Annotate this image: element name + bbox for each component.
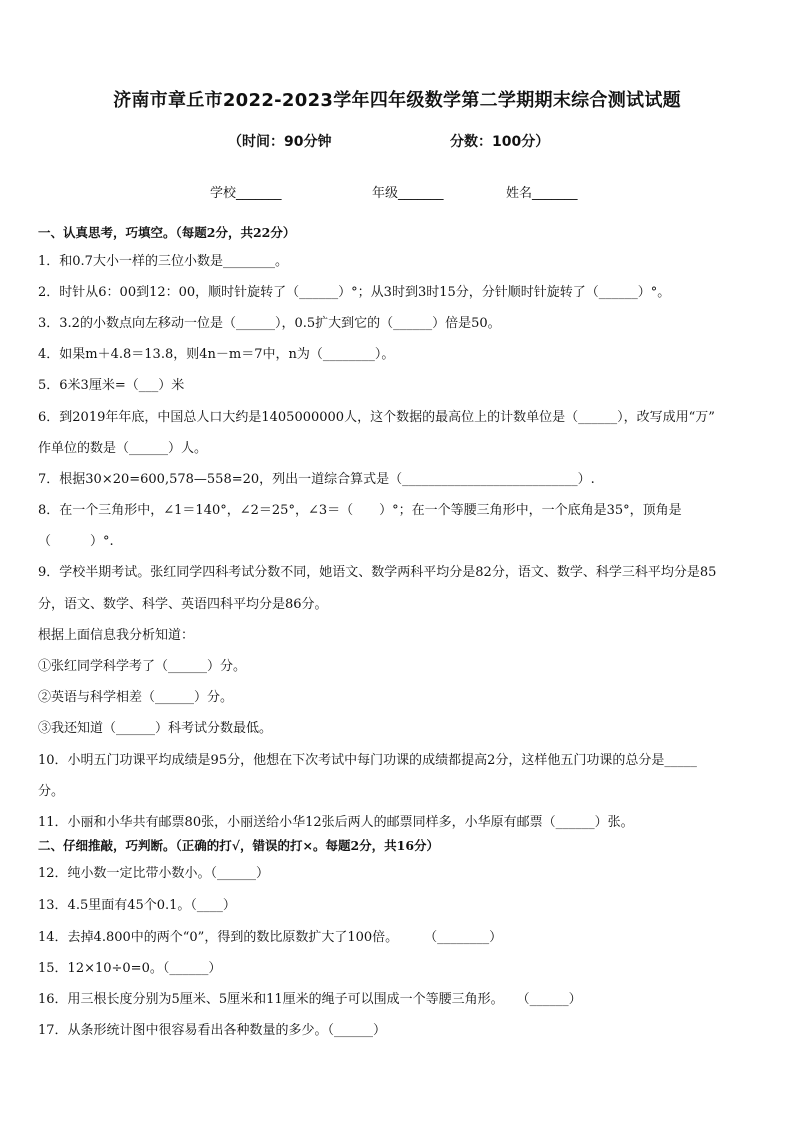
question-9-item-2: ②英语与科学相差（______）分。 <box>38 690 234 705</box>
question-16: 16．用三根长度分别为5厘米、5厘米和11厘米的绳子可以围成一个等腰三角形。 （______） <box>38 992 582 1007</box>
question-10-line-2: 分。 <box>38 784 65 799</box>
question-17: 17．从条形统计图中很容易看出各种数量的多少。（______） <box>38 1023 387 1038</box>
section-1-heading: 一、认真思考，巧填空。（每题2分，共22分） <box>38 225 296 240</box>
question-3: 3．3.2的小数点向左移动一位是（______），0.5扩大到它的（______）倍是50。 <box>38 316 501 331</box>
question-14: 14．去掉4.800中的两个“0”，得到的数比原数扩大了100倍。 （________） <box>38 930 503 945</box>
question-4: 4．如果m＋4.8＝13.8，则4n－m＝7中，n为（________）。 <box>38 347 395 362</box>
question-6-line-1: 6．到2019年年底，中国总人口大约是1405000000人，这个数据的最高位上的计数单位是（______），改写成用“万” <box>38 410 715 425</box>
exam-title: 济南市章丘市2022-2023学年四年级数学第二学期期末综合测试试题 <box>113 90 681 111</box>
school-field: 学校_______ <box>210 186 282 201</box>
question-10-line-1: 10．小明五门功课平均成绩是95分，他想在下次考试中每门功课的成绩都提高2分，这样他五门功课的总分是_____ <box>38 753 697 768</box>
question-9-item-3: ③我还知道（______）科考试分数最低。 <box>38 721 273 736</box>
exam-time: （时间：90分钟 <box>228 134 332 150</box>
question-8-line-1: 8．在一个三角形中，∠1＝140°，∠2＝25°，∠3＝（ ）°；在一个等腰三角形中，一个底角是35°，顶角是 <box>38 503 682 518</box>
question-6-line-2: 作单位的数是（______）人。 <box>38 441 208 456</box>
question-7: 7．根据30×20=600,578—558=20，列出一道综合算式是（___________________________）. <box>38 472 595 487</box>
grade-field: 年级_______ <box>372 186 444 201</box>
exam-score: 分数：100分） <box>450 134 550 150</box>
question-5: 5．6米3厘米=（___）米 <box>38 378 185 393</box>
question-9-line-3: 根据上面信息我分析知道： <box>38 628 195 643</box>
name-field: 姓名_______ <box>506 186 578 201</box>
question-15: 15．12×10÷0=0。（______） <box>38 961 222 976</box>
question-8-line-2: （ ）°. <box>38 534 114 549</box>
section-2-heading: 二、仔细推敲，巧判断。（正确的打√，错误的打×。每题2分，共16分） <box>38 838 440 853</box>
question-9-item-1: ①张红同学科学考了（______）分。 <box>38 659 247 674</box>
question-1: 1．和0.7大小一样的三位小数是________。 <box>38 254 288 269</box>
question-12: 12．纯小数一定比带小数小。（______） <box>38 866 270 881</box>
question-11: 11．小丽和小华共有邮票80张，小丽送给小华12张后两人的邮票同样多，小华原有邮票（______）张。 <box>38 815 634 830</box>
question-13: 13．4.5里面有45个0.1。（____） <box>38 898 236 913</box>
question-9-line-1: 9．学校半期考试。张红同学四科考试分数不同，她语文、数学两科平均分是82分，语文、数学、科学三科平均分是85 <box>38 565 717 580</box>
question-9-line-2: 分，语文、数学、科学、英语四科平均分是86分。 <box>38 597 328 612</box>
question-2: 2．时针从6：00到12：00，顺时针旋转了（______）°；从3时到3时15分，分针顺时针旋转了（______）°。 <box>38 285 671 300</box>
